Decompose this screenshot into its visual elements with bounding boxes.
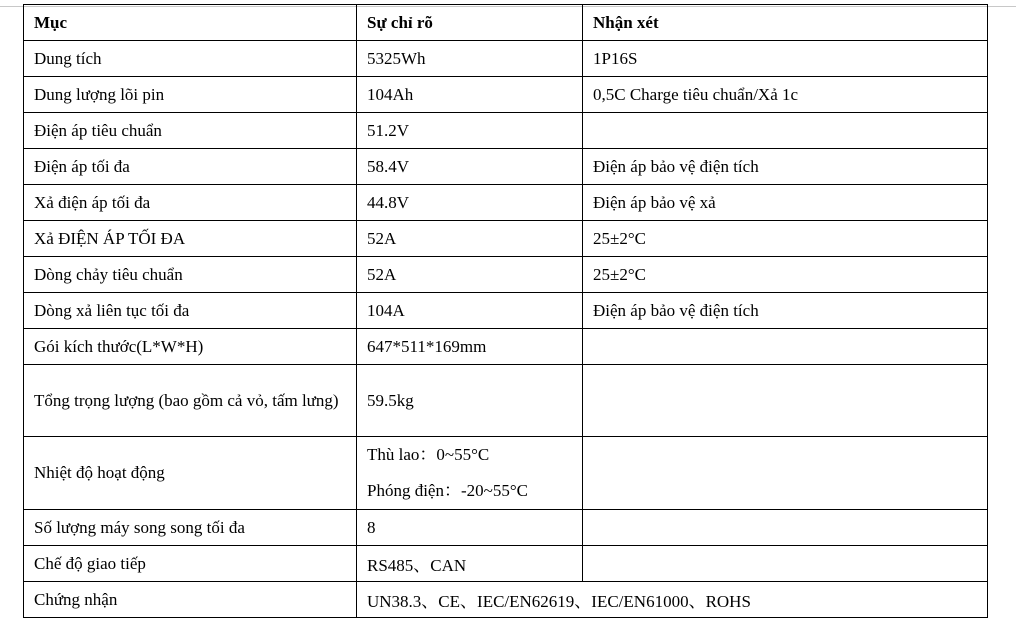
table-row [24,113,988,149]
table-row [24,437,988,510]
header-item: Mục [24,5,357,41]
cell-item: Dòng chảy tiêu chuẩn [24,257,357,293]
table-row [24,257,988,293]
table-row [24,185,988,221]
cell-note: Điện áp bảo vệ điện tích [583,293,988,329]
cell-spec: 59.5kg [357,365,583,437]
cell-item: Xả ĐIỆN ÁP TỐI ĐA [24,221,357,257]
cell-note: Điện áp bảo vệ điện tích [583,149,988,185]
table-row [24,546,988,582]
cell-note [583,113,988,149]
cell-note: 0,5C Charge tiêu chuẩn/Xả 1c [583,77,988,113]
cell-item: Tổng trọng lượng (bao gồm cả vỏ, tấm lưng) [24,365,357,437]
table-row [24,149,988,185]
cell-spec: 52A [357,221,583,257]
cell-spec: 5325Wh [357,41,583,77]
table-row [24,365,988,437]
cell-note: 25±2°C [583,257,988,293]
cell-spec: 647*511*169mm [357,329,583,365]
cell-note: Điện áp bảo vệ xả [583,185,988,221]
cell-note [583,546,988,582]
cell-item: Số lượng máy song song tối đa [24,510,357,546]
header-note: Nhận xét [583,5,988,41]
cell-spec: 104Ah [357,77,583,113]
cell-item: Điện áp tiêu chuẩn [24,113,357,149]
specification-table [23,4,988,618]
cell-spec: 51.2V [357,113,583,149]
cell-item: Chế độ giao tiếp [24,546,357,582]
cell-item: Dung tích [24,41,357,77]
cell-item: Nhiệt độ hoạt động [24,437,357,510]
cell-item: Dung lượng lõi pin [24,77,357,113]
table-row [24,510,988,546]
cell-item: Xả điện áp tối đa [24,185,357,221]
header-spec: Sự chỉ rõ [357,5,583,41]
cell-spec: 44.8V [357,185,583,221]
table-row [24,293,988,329]
cell-spec: 8 [357,510,583,546]
cell-note [583,437,988,510]
table-row [24,221,988,257]
cell-note: 25±2°C [583,221,988,257]
spec-line-discharge: Phóng điện：-20~55°C [367,481,528,500]
cell-spec: 104A [357,293,583,329]
cell-item: Điện áp tối đa [24,149,357,185]
cell-spec: 52A [357,257,583,293]
cell-spec: RS485、CAN [357,546,583,582]
cell-spec [357,437,583,510]
spec-line-charge: Thù lao：0~55°C [367,445,490,464]
cell-note: 1P16S [583,41,988,77]
cell-item: Chứng nhận [24,582,357,618]
table-row [24,329,988,365]
table-header-row [24,5,988,41]
cell-note [583,329,988,365]
cell-spec-merged: UN38.3、CE、IEC/EN62619、IEC/EN61000、ROHS [357,582,988,618]
cell-item: Gói kích thước(L*W*H) [24,329,357,365]
cell-item: Dòng xả liên tục tối đa [24,293,357,329]
table-row [24,582,988,618]
table-row [24,77,988,113]
cell-note [583,365,988,437]
cell-note [583,510,988,546]
table-row [24,41,988,77]
cell-spec: 58.4V [357,149,583,185]
